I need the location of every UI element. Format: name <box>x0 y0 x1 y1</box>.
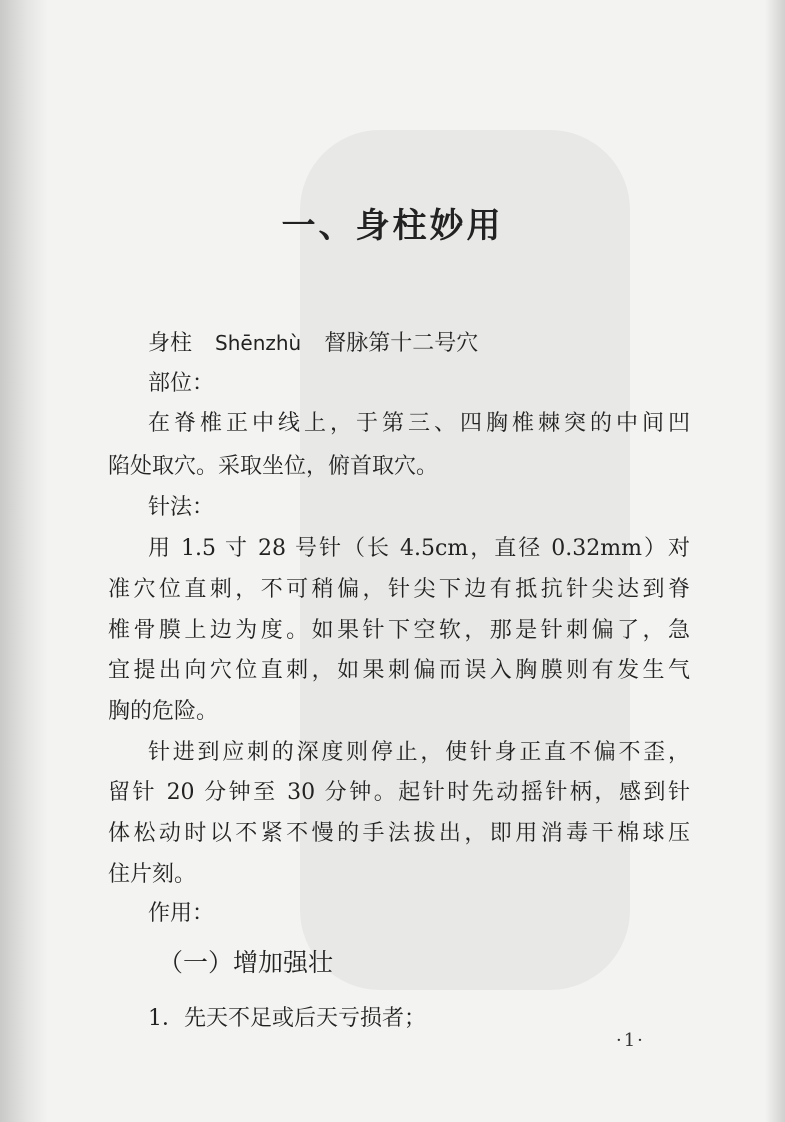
acupoint-name: 身柱 <box>148 331 193 356</box>
retention-line-4: 住片刻。 <box>108 862 197 887</box>
technique-line-2: 准穴位直刺，不可稍偏，针尖下边有抵抗针尖达到脊 <box>108 577 690 602</box>
technique-line-5: 胸的危险。 <box>108 699 219 724</box>
retention-line-2: 留针 20 分钟至 30 分钟。起针时先动摇针柄，感到针 <box>108 780 690 805</box>
acupoint-meridian: 督脉第十二号穴 <box>324 331 479 356</box>
effect-label: 作用： <box>148 901 215 926</box>
technique-line-3: 椎骨膜上边为度。如果针下空软，那是针刺偏了，急 <box>108 618 690 643</box>
page-edge-shadow-left <box>0 0 48 1122</box>
technique-label: 针法： <box>148 495 215 520</box>
location-line-1: 在脊椎正中线上，于第三、四胸椎棘突的中间凹 <box>148 411 690 436</box>
section-heading: （一）增加强壮 <box>158 948 334 977</box>
acupoint-header <box>148 328 494 359</box>
technique-line-4: 宜提出向穴位直刺，如果刺偏而误入胸膜则有发生气 <box>108 658 690 683</box>
retention-line-1: 针进到应刺的深度则停止，使针身正直不偏不歪， <box>148 740 690 765</box>
page-edge-shadow-right <box>765 0 785 1122</box>
page-title: 一、身柱妙用 <box>281 206 504 246</box>
technique-line-1: 用 1.5 寸 28 号针（长 4.5cm，直径 0.32mm）对 <box>148 536 690 561</box>
list-item-1: 1．先天不足或后天亏损者； <box>148 1006 426 1031</box>
location-label: 部位： <box>148 371 215 396</box>
retention-line-3: 体松动时以不紧不慢的手法拔出，即用消毒干棉球压 <box>108 821 690 846</box>
location-line-2: 陷处取穴。采取坐位，俯首取穴。 <box>108 454 439 479</box>
page-number: ·1· <box>616 1030 645 1051</box>
acupoint-pinyin: Shēnzhù <box>215 331 302 355</box>
